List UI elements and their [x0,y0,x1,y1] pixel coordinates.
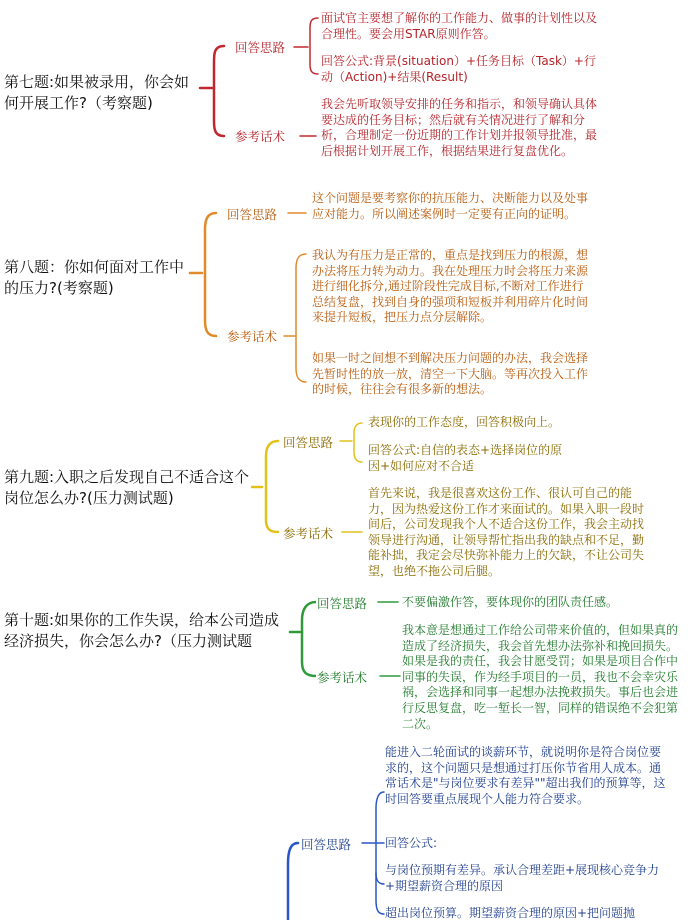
q11-thinking-4: 超出岗位预算。期望薪资合理的原因+把问题抛 [385,906,636,920]
q10-thinking-label: 回答思路 [317,596,368,611]
q11-thinking-1: 能进入二轮面试的谈薪环节，就说明你是符合岗位要求的，这个问题只是想通过打压你节省用人成本。通常话术是"与岗位要求有差异""超出我们的预算等，这时回答要重点展现个人能力符合要求。 [385,745,666,806]
q9-ref-1: 首先来说，我是很喜欢这份工作、很认可自己的能力，因为热爱这份工作才来面试的。如果入职一段时间后，公司发现我个人不适合这份工作，我会主动找领导进行沟通，让领导帮忙指出我的缺点和不足，勤能补拙，我定会尽快弥补能力上的欠缺，不让公司失望，也绝不拖公司后腿。 [368,486,645,578]
q9-thinking-label: 回答思路 [283,435,334,450]
q8-thinking-1: 这个问题是要考察你的抗压能力、决断能力以及处事应对能力。所以阐述案例时一定要有正向的证明。 [312,191,589,221]
q8-thinking-label: 回答思路 [227,207,278,222]
q11-thinking-3: 与岗位预期有差异。承认合理差距+展现核心竞争力+期望薪资合理的原因 [385,863,660,893]
q7-ref-label: 参考话术 [235,129,286,144]
q7-thinking-1: 面试官主要想了解你的工作能力、做事的计划性以及合理性。要会用STAR原则作答。 [321,11,598,41]
q7-title: 第七题:如果被录用，你会如何开展工作?（考察题) [4,73,190,112]
q11-thinking-2: 回答公式: [385,836,438,850]
q11-thinking-label: 回答思路 [301,837,352,852]
q8-ref-1: 我认为有压力是正常的，重点是找到压力的根源，想办法将压力转为动力。我在处理压力时会将压力来源进行细化拆分,通过阶段性完成目标,不断对工作进行总结复盘，找到自身的强项和短板并利用碎片化时间来提升短板，把压力点分层解除。 [312,248,589,325]
q9-thinking-2: 回答公式:自信的表态+选择岗位的原因+如何应对不合适 [368,443,563,473]
q9-ref-label: 参考话术 [283,526,334,541]
q9-title: 第九题:入职之后发现自己不适合这个岗位怎么办?(压力测试题) [4,468,250,507]
q10-ref-1: 我本意是想通过工作给公司带来价值的，但如果真的造成了经济损失，我会首先想办法弥补和挽回损失。如果是我的责任，我会甘愿受罚；如果是项目合作中同事的失误，作为经手项目的一员，我也不会幸灾乐祸，会选择和同事一起想办法挽救损失。事后也会进行反思复盘，吃一堑长一智，同样的错误绝不会犯第二次。 [402,623,679,731]
q7-ref-1: 我会先听取领导安排的任务和指示，和领导确认具体要达成的任务目标；然后就有关情况进行了解和分析，合理制定一份近期的工作计划并报领导批准，最后根据计划开展工作，根据结果进行复盘优化。 [321,97,598,158]
q8-ref-2: 如果一时之间想不到解决压力问题的办法，我会选择先暂时性的放一放，清空一下大脑。等再次投入工作的时候，往往会有很多新的想法。 [312,351,589,397]
q10-thinking-1: 不要偏激作答，要体现你的团队责任感。 [402,595,619,609]
q7-thinking-label: 回答思路 [235,40,286,55]
q7-thinking-2: 回答公式:背景(situation）+任务目标（Task）+行动（Action)+结果(Result) [321,54,596,84]
q9-thinking-1: 表现你的工作态度，回答积极向上。 [368,415,561,429]
q10-ref-label: 参考话术 [317,670,368,685]
q10-title: 第十题:如果你的工作失误，给本公司造成经济损失，你会怎么办?（压力测试题 [4,611,280,650]
q8-title: 第八题：你如何面对工作中的压力?(考察题) [4,258,185,297]
q8-ref-label: 参考话术 [227,329,278,344]
